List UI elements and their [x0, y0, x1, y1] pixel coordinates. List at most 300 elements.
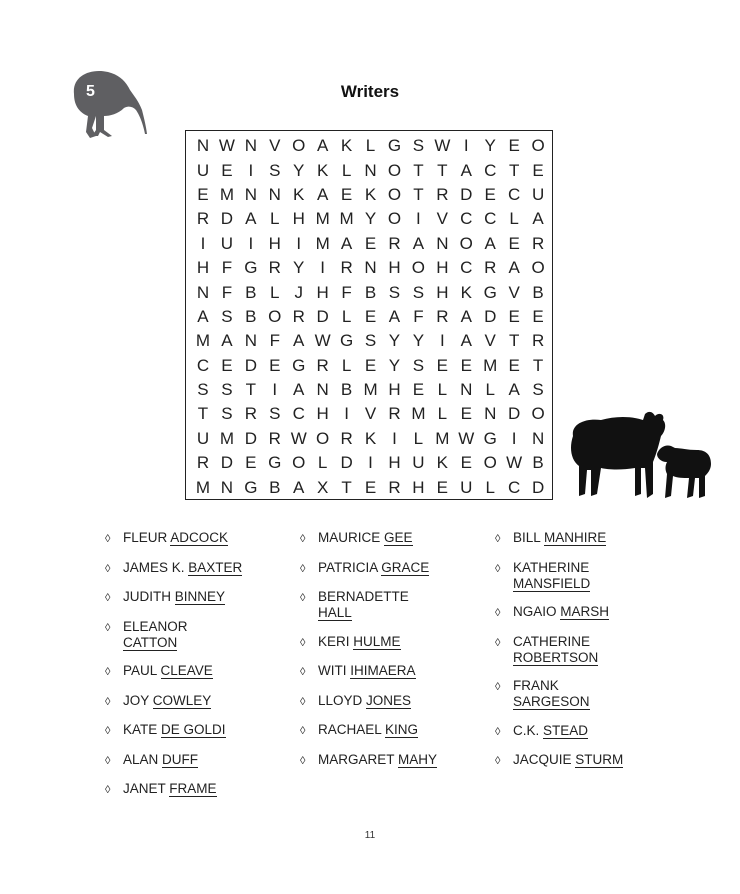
grid-letter: A [293, 380, 305, 400]
grid-letter: Y [293, 258, 305, 278]
grid-letter: W [314, 331, 331, 351]
grid-row [191, 451, 550, 475]
grid-letter: N [531, 428, 545, 448]
writer-name [123, 530, 228, 546]
grid-letter: N [244, 184, 257, 204]
diamond-bullet-icon: ◊ [495, 755, 501, 767]
writer-first-name: RACHAEL [318, 722, 382, 737]
grid-letter: T [508, 331, 520, 351]
grid-letter: M [435, 428, 450, 448]
grid-letter: V [436, 209, 449, 229]
writer-first-name: KATE [123, 722, 158, 737]
word-list-item [105, 589, 243, 606]
writer-name [513, 530, 606, 546]
diamond-bullet-icon: ◊ [300, 562, 306, 575]
grid-letter: H [316, 404, 329, 424]
word-list-item [495, 752, 633, 769]
writer-first-name: PATRICIA [318, 559, 378, 575]
grid-letter: D [220, 209, 234, 229]
sheep-and-lamb-icon [565, 408, 715, 504]
grid-letter: O [292, 136, 306, 156]
grid-letter: G [483, 282, 497, 302]
grid-row [191, 402, 550, 426]
grid-letter: L [413, 428, 424, 448]
grid-letter: E [364, 306, 377, 326]
diamond-bullet-icon: ◊ [300, 636, 306, 649]
writer-surname-underlined: GEE [384, 530, 413, 545]
grid-letter: S [388, 282, 401, 302]
grid-letter: C [508, 184, 521, 204]
grid-letter: A [484, 233, 496, 253]
grid-letter: Y [293, 160, 305, 180]
grid-letter: O [316, 428, 330, 448]
writer-name [123, 693, 211, 709]
grid-letter: K [436, 453, 449, 473]
word-list-item [300, 663, 438, 680]
writer-name [318, 560, 429, 576]
writer-name [318, 663, 416, 679]
writer-first-name: MARGARET [318, 751, 395, 767]
grid-letter: R [388, 477, 401, 497]
grid-letter: E [508, 355, 520, 375]
writer-name [123, 560, 242, 576]
grid-letter: O [531, 258, 545, 278]
grid-letter: E [364, 355, 377, 375]
grid-letter: I [344, 404, 349, 424]
grid-letter: L [485, 380, 495, 400]
grid-letter: L [341, 160, 352, 180]
word-list-item [495, 723, 633, 740]
writer-surname-underlined: ROBERTSON [513, 649, 599, 665]
word-list-column-2 [300, 530, 438, 781]
grid-letter: L [437, 404, 448, 424]
grid-letter: E [460, 404, 472, 424]
grid-letter: A [293, 477, 305, 497]
word-list-column-3 [495, 530, 633, 782]
grid-letter: E [508, 233, 520, 253]
writer-surname-underlined: SARGESON [513, 694, 590, 709]
word-list-item [105, 722, 243, 739]
diamond-bullet-icon: ◊ [300, 533, 306, 545]
grid-letter: W [218, 136, 235, 156]
grid-letter: A [316, 184, 329, 204]
grid-letter: H [268, 233, 281, 253]
grid-letter: U [460, 477, 473, 497]
grid-letter: I [511, 428, 517, 448]
grid-letter: N [196, 282, 210, 302]
grid-letter: H [292, 209, 305, 229]
writer-name [123, 781, 217, 797]
grid-letter: S [412, 136, 425, 156]
grid-letter: O [268, 306, 282, 326]
grid-letter: U [220, 233, 234, 253]
grid-letter: M [339, 209, 354, 229]
grid-letter: M [219, 428, 234, 448]
writer-first-name: PAUL [123, 663, 157, 678]
diamond-bullet-icon: ◊ [105, 592, 111, 604]
grid-letter: S [197, 380, 209, 400]
grid-letter: R [268, 428, 281, 448]
writer-first-name: WITI [318, 663, 347, 678]
grid-row [191, 475, 550, 499]
grid-letter: K [460, 282, 472, 302]
grid-letter: A [293, 331, 305, 351]
writer-first-name: MAURICE [318, 530, 381, 545]
grid-letter: F [269, 331, 280, 351]
grid-letter: E [460, 453, 472, 473]
writer-first-name: JACQUIE [513, 752, 572, 767]
grid-letter: U [531, 184, 545, 204]
diamond-bullet-icon: ◊ [300, 754, 306, 767]
grid-letter: D [316, 306, 329, 326]
word-list-item [105, 752, 243, 769]
writer-first-name: FRANK [513, 678, 559, 693]
grid-letter: H [316, 282, 329, 302]
grid-letter: R [388, 404, 401, 424]
writer-name [513, 723, 588, 739]
grid-letter: I [200, 233, 206, 253]
grid-letter: G [268, 453, 282, 473]
grid-letter: D [244, 428, 257, 448]
grid-row [191, 256, 550, 280]
grid-letter: C [484, 209, 497, 229]
grid-letter: E [436, 355, 449, 375]
grid-letter: O [483, 453, 497, 473]
writer-surname-underlined: CLEAVE [160, 663, 213, 678]
grid-letter: U [412, 453, 425, 473]
grid-letter: W [506, 453, 523, 473]
writer-name [318, 693, 411, 709]
grid-letter: I [368, 453, 373, 473]
grid-letter: V [269, 136, 281, 156]
diamond-bullet-icon: ◊ [495, 636, 501, 649]
grid-letter: I [320, 258, 326, 278]
grid-letter: N [484, 404, 497, 424]
grid-letter: C [460, 258, 473, 278]
word-list-item [105, 693, 243, 710]
grid-letter: Y [388, 331, 401, 351]
writer-name [513, 604, 609, 620]
writer-first-name: ELEANOR [123, 618, 188, 634]
writer-first-name: FLEUR [123, 530, 168, 545]
grid-letter: V [508, 282, 520, 302]
writer-surname-underlined: JONES [366, 692, 412, 708]
grid-letter: K [316, 160, 329, 180]
word-list-item [105, 619, 243, 651]
word-list-item [495, 634, 633, 666]
writer-surname-underlined: COWLEY [152, 692, 212, 708]
grid-letter: A [340, 233, 353, 253]
grid-letter: L [437, 380, 448, 400]
word-list-item [105, 663, 243, 680]
writer-first-name: ALAN [123, 751, 159, 767]
grid-letter: A [532, 209, 544, 229]
writer-surname-underlined: HULME [353, 633, 401, 649]
grid-letter: K [340, 136, 353, 156]
grid-letter: M [363, 380, 378, 400]
grid-letter: C [460, 209, 473, 229]
grid-letter: S [269, 160, 281, 180]
grid-letter: K [364, 428, 377, 448]
grid-letter: A [197, 306, 209, 326]
grid-letter: C [292, 404, 305, 424]
grid-letter: N [244, 136, 257, 156]
grid-letter: B [245, 282, 257, 302]
grid-letter: L [485, 477, 495, 497]
grid-row [191, 305, 550, 329]
word-list-item [495, 678, 633, 710]
grid-letter: L [341, 355, 352, 375]
grid-letter: N [436, 233, 449, 253]
grid-letter: F [341, 282, 352, 302]
word-list-item [300, 693, 438, 710]
writer-name [318, 752, 437, 768]
grid-letter: E [484, 184, 496, 204]
writer-name [123, 619, 243, 651]
grid-letter: I [248, 233, 254, 253]
writer-name [318, 589, 438, 621]
grid-letter: E [364, 477, 377, 497]
grid-row [191, 378, 550, 402]
writer-name [513, 752, 623, 768]
grid-letter: V [484, 331, 496, 351]
writer-surname-underlined: DUFF [162, 751, 199, 767]
grid-letter: S [412, 282, 425, 302]
grid-letter: X [316, 477, 329, 497]
word-search-grid [185, 130, 553, 500]
grid-letter: I [392, 428, 397, 448]
diamond-bullet-icon: ◊ [495, 533, 501, 545]
grid-letter: G [292, 355, 306, 375]
writer-name [123, 752, 198, 768]
grid-letter: C [508, 477, 521, 497]
grid-letter: N [196, 136, 210, 156]
grid-letter: V [364, 404, 377, 424]
grid-letter: T [245, 380, 257, 400]
grid-letter: D [244, 355, 257, 375]
word-list-item [300, 752, 438, 769]
grid-letter: N [316, 380, 329, 400]
diamond-bullet-icon: ◊ [495, 681, 501, 693]
grid-letter: M [315, 233, 330, 253]
grid-letter: D [484, 306, 497, 326]
grid-letter: I [296, 233, 302, 253]
grid-letter: O [531, 404, 545, 424]
word-list-column-1 [105, 530, 243, 811]
writer-first-name: KERI [318, 633, 350, 649]
grid-letter: T [508, 160, 520, 180]
diamond-bullet-icon: ◊ [495, 725, 501, 738]
writer-surname-underlined: DE GOLDI [161, 722, 226, 737]
grid-letter: I [248, 160, 254, 180]
grid-letter: E [532, 306, 544, 326]
writer-surname-underlined: STURM [575, 752, 624, 767]
grid-letter: O [459, 233, 473, 253]
grid-row [191, 183, 550, 207]
grid-letter: S [412, 355, 425, 375]
grid-letter: T [197, 404, 209, 424]
grid-letter: T [341, 477, 352, 497]
writer-name [318, 530, 413, 546]
grid-letter: R [292, 306, 305, 326]
grid-letter: L [270, 209, 280, 229]
writer-surname-underlined: KING [385, 722, 419, 737]
writer-first-name: JAMES K. [123, 559, 185, 575]
grid-letter: G [244, 477, 258, 497]
grid-letter: E [340, 184, 353, 204]
grid-letter: G [483, 428, 497, 448]
grid-letter: S [221, 404, 233, 424]
diamond-bullet-icon: ◊ [105, 754, 111, 767]
grid-letter: W [434, 136, 451, 156]
grid-letter: D [508, 404, 521, 424]
word-list-item [495, 560, 633, 592]
grid-letter: M [315, 209, 330, 229]
writer-surname-underlined: MANHIRE [544, 530, 607, 545]
writer-surname-underlined: MARSH [560, 604, 610, 619]
word-list-item [300, 634, 438, 651]
grid-letter: L [365, 136, 376, 156]
grid-letter: E [221, 160, 233, 180]
writer-name [513, 634, 633, 666]
grid-letter: T [437, 160, 448, 180]
grid-letter: U [196, 160, 210, 180]
grid-row [191, 158, 550, 182]
writer-first-name: JANET [123, 781, 166, 796]
grid-letter: A [245, 209, 257, 229]
diamond-bullet-icon: ◊ [105, 562, 111, 575]
grid-letter: R [316, 355, 329, 375]
kiwi-bird-icon [68, 66, 150, 146]
grid-letter: M [483, 355, 498, 375]
grid-letter: E [436, 477, 449, 497]
grid-letter: O [387, 160, 402, 180]
grid-letter: F [221, 282, 233, 302]
grid-letter: N [364, 160, 377, 180]
word-list-item [300, 560, 438, 577]
grid-letter: U [196, 428, 210, 448]
diamond-bullet-icon: ◊ [300, 725, 306, 737]
writer-name [513, 560, 633, 592]
grid-letter: H [388, 453, 401, 473]
grid-letter: B [532, 282, 544, 302]
grid-letter: R [340, 258, 353, 278]
grid-letter: A [412, 233, 425, 253]
grid-letter: D [340, 453, 353, 473]
grid-letter: S [532, 380, 544, 400]
page-number: 11 [364, 830, 376, 841]
grid-letter: S [221, 380, 233, 400]
grid-letter: R [436, 184, 449, 204]
page-title: Writers [340, 82, 400, 101]
diamond-bullet-icon: ◊ [105, 725, 111, 737]
grid-letter: C [196, 355, 210, 375]
grid-letter: W [458, 428, 475, 448]
writer-name [318, 634, 401, 650]
grid-letter: Y [484, 136, 496, 156]
grid-letter: L [270, 282, 280, 302]
grid-letter: T [413, 160, 424, 180]
grid-letter: Y [364, 209, 377, 229]
grid-letter: B [245, 306, 257, 326]
grid-letter: G [339, 331, 354, 351]
grid-letter: I [463, 136, 469, 156]
diamond-bullet-icon: ◊ [495, 562, 501, 575]
grid-letter: M [411, 404, 426, 424]
writer-first-name: LLOYD [318, 692, 363, 708]
writer-first-name: JOY [123, 692, 150, 708]
grid-letter: T [413, 184, 424, 204]
grid-letter: A [460, 331, 472, 351]
grid-letter: A [316, 136, 329, 156]
word-list-item [105, 781, 243, 798]
writer-first-name: BERNADETTE [318, 589, 409, 604]
grid-letter: E [269, 355, 281, 375]
grid-letter: L [317, 453, 328, 473]
word-list-item [495, 604, 633, 621]
grid-letter: A [221, 331, 233, 351]
grid-row [191, 354, 550, 378]
writer-name [513, 678, 633, 710]
grid-letter: R [196, 453, 210, 473]
grid-letter: N [244, 331, 257, 351]
grid-letter: A [388, 306, 401, 326]
writer-first-name: BILL [513, 530, 541, 545]
diamond-bullet-icon: ◊ [105, 784, 111, 796]
writer-first-name: JUDITH [123, 589, 171, 604]
writer-surname-underlined: HALL [318, 605, 352, 620]
grid-letter: S [221, 306, 233, 326]
puzzle-number: 5 [86, 83, 95, 100]
writer-name [318, 722, 418, 738]
word-list-item [300, 589, 438, 621]
grid-letter: R [340, 428, 353, 448]
writer-surname-underlined: MAHY [398, 751, 438, 767]
grid-letter: M [219, 184, 234, 204]
diamond-bullet-icon: ◊ [105, 666, 111, 678]
writer-name [123, 589, 225, 605]
grid-letter: H [388, 258, 401, 278]
grid-letter: H [388, 380, 401, 400]
grid-letter: B [364, 282, 377, 302]
grid-letter: E [197, 184, 209, 204]
grid-letter: H [436, 258, 449, 278]
grid-letter: B [532, 453, 544, 473]
grid-letter: E [412, 380, 425, 400]
grid-letter: L [509, 209, 519, 229]
grid-letter: E [221, 355, 233, 375]
grid-letter: F [413, 306, 424, 326]
grid-letter: Y [412, 331, 425, 351]
grid-letter: I [416, 209, 421, 229]
grid-letter: N [364, 258, 377, 278]
grid-letter: R [436, 306, 449, 326]
word-list-item [105, 560, 243, 577]
grid-letter: E [508, 306, 520, 326]
writer-surname-underlined: FRAME [169, 781, 217, 796]
grid-letter: H [196, 258, 210, 278]
writer-first-name: C.K. [513, 722, 540, 738]
grid-letter: R [244, 404, 257, 424]
grid-letter: R [196, 209, 210, 229]
grid-letter: D [460, 184, 473, 204]
grid-letter: N [460, 380, 473, 400]
grid-letter: R [531, 233, 545, 253]
grid-letter: B [269, 477, 281, 497]
writer-surname-underlined: STEAD [543, 722, 589, 738]
grid-letter: C [484, 160, 497, 180]
grid-letter: E [460, 355, 472, 375]
